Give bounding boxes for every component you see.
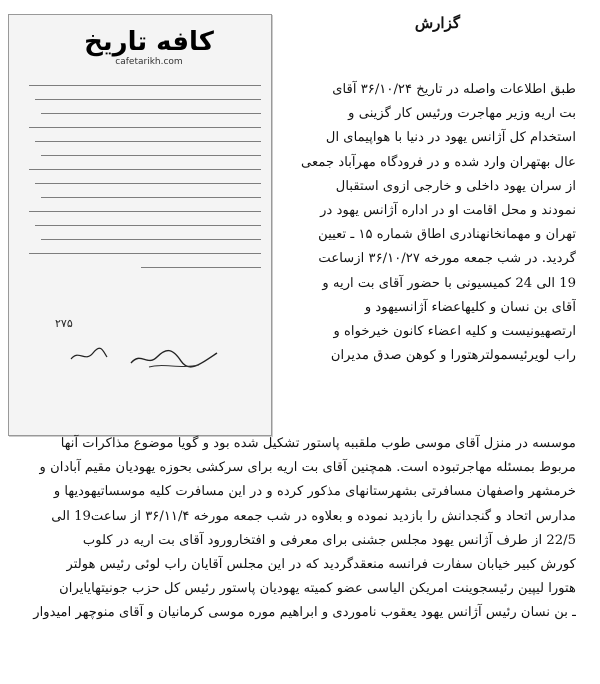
column-text-line: تهران و مهمانخانهنادری اطاق شماره ۱۵ ـ تعیین [318, 227, 576, 243]
report-title: گزارش [414, 14, 460, 32]
scan-text-line [29, 253, 261, 254]
scan-text-line [35, 225, 261, 226]
column-text-line: راب لویرئیسمولترهتورا و کوهن صدق مدیران [330, 348, 576, 364]
full-text-line: هتورا لیپین رئیسجوینت امریکن الیاسی عضو کمیته یهودیان پاستور رئیس کل حزب جونیتهایایران [59, 581, 576, 597]
handwritten-signature [129, 345, 219, 371]
scan-text-line [41, 239, 261, 240]
full-text-line: کورش کبیر خیابان سفارت فرانسه منعقدگردید که در این مجلس آقایان راب لوئی رئیس هولتر [66, 557, 576, 573]
column-text-line: بت اریه وزیر مهاجرت ورئیس کار گزینی و [348, 106, 576, 122]
scan-text-line [29, 211, 261, 212]
cafe-tarikh-logo [79, 27, 219, 73]
scan-text-line [141, 267, 261, 268]
column-text-line: نمودند و محل اقامت او در اداره آژانس یهود در [320, 203, 576, 219]
report-text-column [276, 78, 576, 368]
logo-url: cafetarikh.com [115, 57, 183, 67]
column-text-line: ارتصهیونیست و کلیه اعضاء کانون خیرخواه و [333, 324, 576, 340]
column-text-line: گردید. در شب جمعه مورخه ۳۶/۱۰/۲۷ ازساعت [318, 251, 576, 267]
scan-text-line [41, 197, 261, 198]
scan-text-line [41, 155, 261, 156]
scan-text-line [41, 113, 261, 114]
scan-text-line [35, 141, 261, 142]
scanned-document-image [8, 14, 272, 436]
handwritten-number: ۲۷۵ [55, 317, 73, 330]
column-text-line: 19 الی 24 کمیسیونی با حضور آقای بت اریه و [322, 275, 576, 291]
column-text-line: از سران یهود داخلی و خارجی ازوی استقبال [335, 178, 576, 194]
scan-text-line [35, 99, 261, 100]
logo-text: کافه تاریخ [84, 27, 214, 57]
full-text-line: 22/5 از طرف آژانس یهود مجلس جشنی برای معرفی و افتخارورود آقای بت اریه در کلوب [82, 532, 576, 548]
column-text-line: عال بهتهران وارد شده و در فرودگاه مهرآباد جمعی [301, 154, 576, 170]
column-text-line: استخدام کل آژانس یهود در دنیا با هواپیمای ال [325, 130, 576, 146]
column-text-line: آقای بن نسان و کلیهاعضاء آژانسیهود و [364, 299, 576, 315]
scan-text-line [29, 85, 261, 86]
handwritten-mark [69, 345, 109, 365]
scan-text-line [29, 127, 261, 128]
full-text-line: مربوط بمسئله مهاجرتبوده است. همچنین آقای بت اریه برای سرکشی بحوزه یهودیان مقیم آبادان و [39, 460, 576, 476]
full-text-line: موسسه در منزل آقای موسی طوب ملقببه پاستور تشکیل شده بود و گویا موضوع مذاکرات آنها [60, 436, 576, 451]
report-text-full-width [14, 432, 576, 626]
scan-text-line [35, 183, 261, 184]
full-text-line: مدارس اتحاد و گنجدانش را بازدید نموده و بعلاوه در شب جمعه مورخه ۳۶/۱۱/۴ از ساعت19 الی [51, 508, 576, 524]
scan-text-line [29, 169, 261, 170]
full-text-line: خرمشهر واصفهان مسافرتی بشهرستانهای مذکور کرده و در این مسافرت کلیه موسساتیهودیها و [53, 484, 576, 500]
full-text-line: ـ بن نسان رئیس آژانس یهود یعقوب ناموردی و ابراهیم موره موسی کرمانیان و آقای منوچهر امیدوار [33, 605, 576, 621]
column-text-line: طبق اطلاعات واصله در تاریخ ۳۶/۱۰/۲۴ آقای [332, 82, 576, 97]
